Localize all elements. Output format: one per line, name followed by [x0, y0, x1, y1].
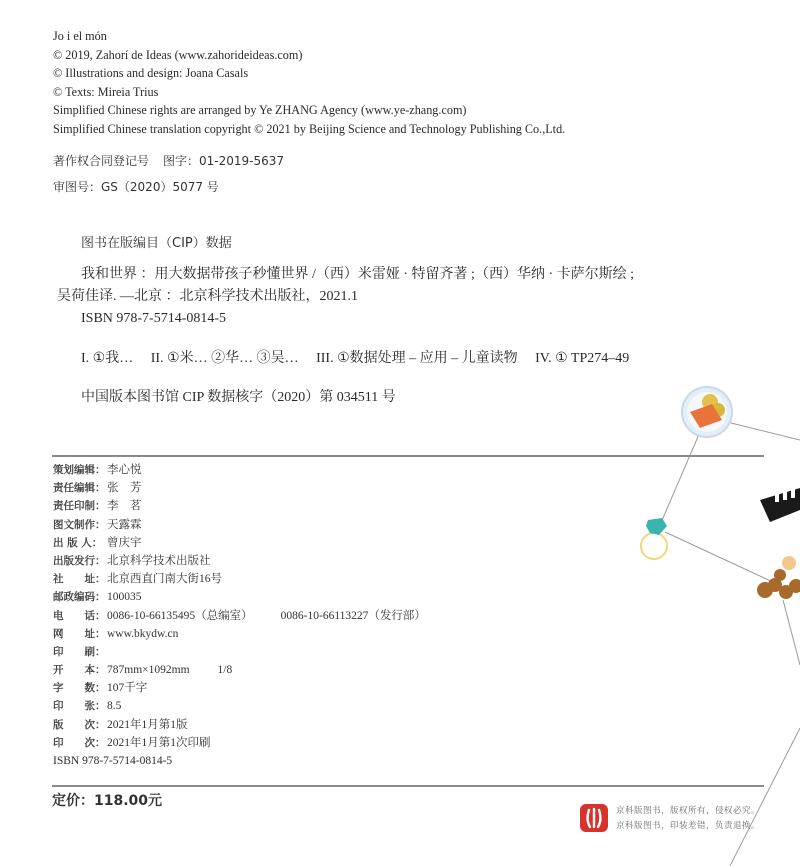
colophon-isbn: ISBN 978-7-5714-0814-5	[53, 755, 173, 767]
notice-line1: 京科版图书，版权所有，侵权必究。	[616, 806, 761, 816]
price: 定价：118.00元	[52, 793, 163, 809]
colophon-row: 策划编辑： 李心悦	[53, 464, 142, 476]
colophon-row: 电 话： 0086-10-66135495（总编室） 0086-10-66113227（发行部）	[53, 609, 426, 622]
cip-title: 图书在版编目（CIP）数据	[81, 236, 232, 251]
cip-entry-line2: 吴荷佳译. —北京 ：北京科学技术出版社，2021.1	[57, 289, 358, 304]
registration-block	[53, 148, 284, 200]
notice-line2: 京科版图书，印装差错，负责退换。	[616, 821, 761, 831]
gem-ring-icon	[641, 518, 667, 559]
copyright-block	[53, 27, 565, 139]
cip-entry-line1: 我和世界 ：用大数据带孩子秒懂世界 /（西）米雷娅 · 特留齐著 ;（西）华纳 · 卡萨尔斯绘 ;	[81, 267, 634, 282]
cip-verification-number: 中国版本图书馆 CIP 数据核字（2020）第 034511 号	[81, 390, 396, 405]
cip-isbn: ISBN 978-7-5714-0814-5	[81, 311, 227, 326]
class-iv: IV. ① TP274–49	[535, 351, 630, 366]
colophon-row: 网 址： www.bkydw.cn	[53, 627, 179, 640]
cip-classification	[81, 347, 643, 367]
branch-node-icon	[757, 556, 800, 599]
colophon-row: 字 数： 107千字	[53, 682, 148, 695]
illustrations-credit: © Illustrations and design: Joana Casals	[53, 66, 249, 81]
contract-label: 著作权合同登记号	[53, 154, 150, 168]
colophon-row: 责任印制： 李 茗	[53, 500, 142, 513]
contract-value: 图字：01-2019-5637	[163, 154, 285, 168]
publisher-logo-icon	[580, 804, 608, 832]
colophon-row: 版 次： 2021年1月第1版	[53, 718, 188, 731]
divider-bottom	[52, 785, 764, 787]
original-title: Jo i el món	[53, 29, 107, 43]
cip-entry	[57, 264, 757, 330]
colophon-row: 图文制作： 天露霖	[53, 518, 142, 531]
colophon-row: 社 址： 北京西直门南大街16号	[53, 573, 222, 586]
class-i: I. ①我…	[81, 351, 134, 366]
colophon-row: 印 张： 8.5	[53, 700, 122, 713]
map-review-number: 审图号：GS（2020）5077 号	[53, 180, 219, 194]
colophon-row: 印 刷：	[53, 645, 106, 658]
rights-agency: Simplified Chinese rights are arranged by Ye ZHANG Agency (www.ye-zhang.com)	[53, 103, 467, 118]
publisher-copyright: © 2019, Zahorí de Ideas (www.zahorideideas.com)	[53, 47, 303, 62]
class-iii: III. ①数据处理 – 应用 – 儿童读物	[316, 351, 518, 366]
colophon-row: 印 次： 2021年1月第1次印刷	[53, 736, 211, 749]
colophon-row: 责任编辑： 张 芳	[53, 482, 142, 495]
colophon-row: 出 版 人： 曾庆宇	[53, 536, 142, 549]
colophon-row: 出版发行： 北京科学技术出版社	[53, 554, 211, 567]
publisher-notice	[568, 796, 798, 846]
divider-top	[52, 455, 764, 457]
translation-copyright: Simplified Chinese translation copyright © 2021 by Beijing Science and Technology Publishing Co.,Ltd.	[53, 121, 566, 136]
food-plate-node-icon	[682, 387, 732, 437]
texts-credit: © Texts: Mireia Trius	[53, 84, 159, 99]
colophon-row: 开 本： 787mm×1092mm 1/8	[53, 664, 233, 677]
class-ii: II. ①米… ②华… ③吴…	[150, 351, 299, 366]
colophon	[53, 461, 426, 770]
film-strip-icon	[760, 488, 800, 522]
colophon-row: 邮政编码： 100035	[53, 591, 142, 604]
